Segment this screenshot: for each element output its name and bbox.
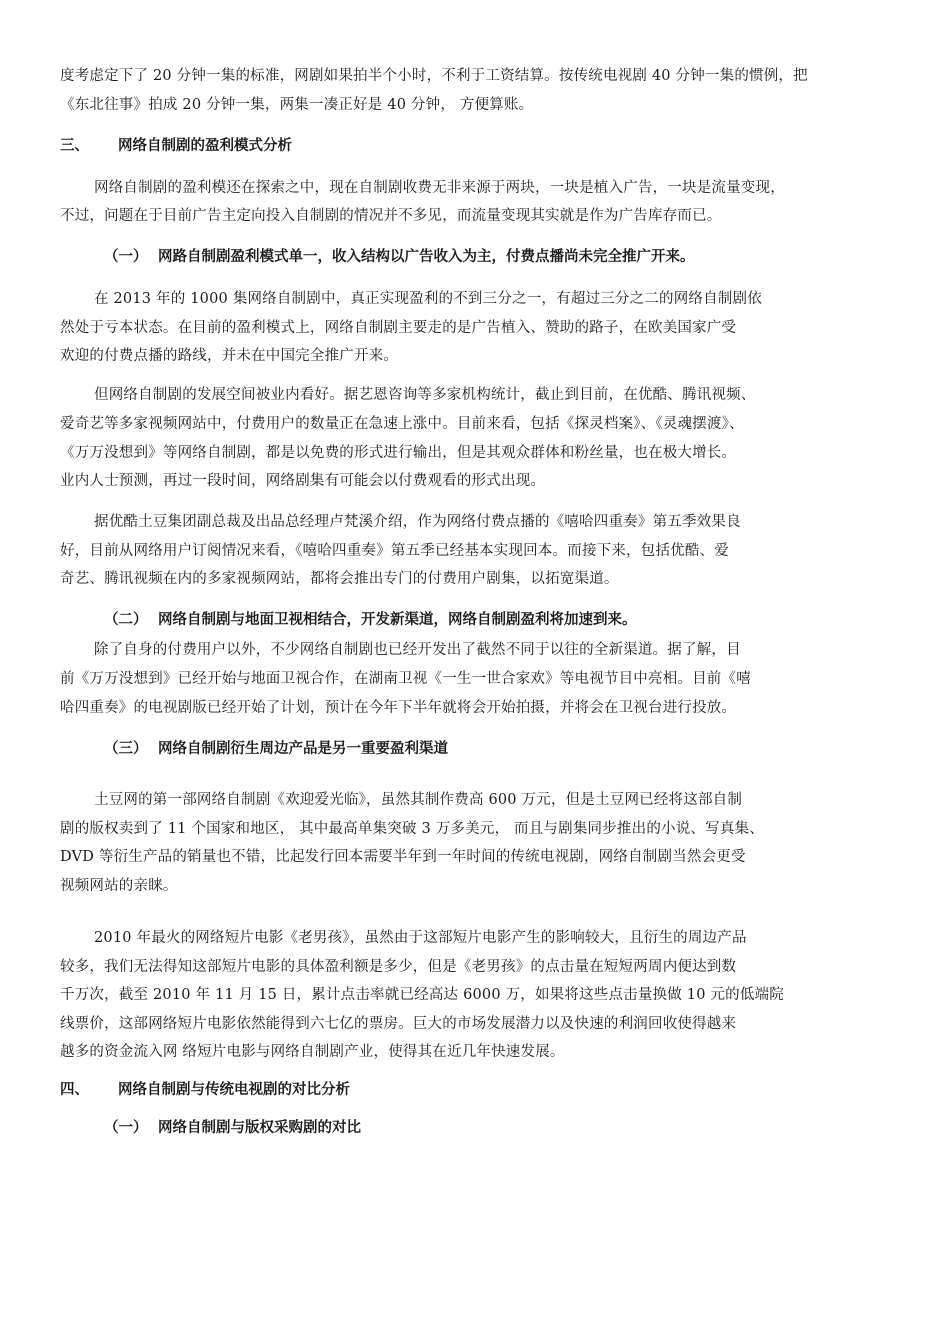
subsection-number: （二） bbox=[104, 612, 148, 628]
text-line: 越多的资金流入网 络短片电影与网络自制剧产业，使得其在近几年快速发展。 bbox=[60, 1044, 565, 1060]
subsection-heading bbox=[104, 1118, 361, 1138]
subsection-title: 网路自制剧盈利模式单一，收入结构以广告收入为主，付费点播尚未完全推广开来。 bbox=[158, 249, 695, 265]
text-line: 千万次，截至 2010 年 11 月 15 日，累计点击率就已经高达 6000 万，如果将这些点击量换做 10 元的低端院 bbox=[60, 987, 784, 1003]
subsection-number: （三） bbox=[104, 741, 148, 757]
text-line: 好，目前从网络用户订阅情况来看，《嘻哈四重奏》第五季已经基本实现回本。而接下来，包括优酷、爱 bbox=[60, 543, 729, 559]
text-line: 前《万万没想到》已经开始与地面卫视合作，在湖南卫视《一生一世合家欢》等电视节目中亮相。目前《嘻 bbox=[60, 671, 751, 687]
text-line: 但网络自制剧的发展空间被业内看好。据艺恩咨询等多家机构统计，截止到目前，在优酷、腾讯视频、 bbox=[94, 387, 756, 403]
text-line: 据优酷土豆集团副总裁及出品总经理卢梵溪介绍，作为网络付费点播的《嘻哈四重奏》第五季效果良 bbox=[94, 514, 741, 530]
section-heading bbox=[60, 136, 292, 156]
text-line: 业内人士预测，再过一段时间，网络剧集有可能会以付费观看的形式出现。 bbox=[60, 473, 546, 489]
subsection-title: 网络自制剧与地面卫视相结合，开发新渠道，网络自制剧盈利将加速到来。 bbox=[158, 612, 637, 628]
text-line: 哈四重奏》的电视剧版已经开始了计划，预计在今年下半年就将会开始拍摄，并将会在卫视台进行投放。 bbox=[60, 700, 737, 716]
subsection-heading bbox=[104, 739, 448, 759]
section-title: 网络自制剧与传统电视剧的对比分析 bbox=[118, 1082, 350, 1098]
section-number: 四、 bbox=[60, 1082, 89, 1098]
text-line: 《东北往事》拍成 20 分钟一集，两集一凑正好是 40 分钟， 方便算账。 bbox=[60, 97, 534, 113]
text-line: 在 2013 年的 1000 集网络自制剧中，真正实现盈利的不到三分之一，有超过三分之二的网络自制剧依 bbox=[94, 291, 762, 307]
text-line: 不过，问题在于目前广告主定向投入自制剧的情况并不多见，而流量变现其实就是作为广告库存而已。 bbox=[60, 208, 722, 224]
text-line: 爱奇艺等多家视频网站中，付费用户的数量正在急速上涨中。目前来看，包括《探灵档案》、《灵魂摆渡》、 bbox=[60, 416, 744, 432]
subsection-number: （一） bbox=[104, 249, 148, 265]
text-line: 度考虑定下了 20 分钟一集的标准，网剧如果拍半个小时，不利于工资结算。按传统电视剧 40 分钟一集的惯例，把 bbox=[60, 68, 808, 84]
text-line: 视频网站的亲睐。 bbox=[60, 878, 178, 894]
section-heading bbox=[60, 1080, 350, 1100]
text-line: DVD 等衍生产品的销量也不错，比起发行回本需要半年到一年时间的传统电视剧，网络自制剧当然会更受 bbox=[60, 849, 746, 865]
text-line: 剧的版权卖到了 11 个国家和地区， 其中最高单集突破 3 万多美元， 而且与剧集同步推出的小说、写真集、 bbox=[60, 821, 764, 837]
subsection-heading bbox=[104, 247, 695, 267]
subsection-number: （一） bbox=[104, 1120, 148, 1136]
text-line: 较多，我们无法得知这部短片电影的具体盈利额是多少，但是《老男孩》的点击量在短短两周内便达到数 bbox=[60, 959, 737, 975]
section-number: 三、 bbox=[60, 138, 89, 154]
text-line: 《万万没想到》等网络自制剧，都是以免费的形式进行输出，但是其观众群体和粉丝量，也在极大增长。 bbox=[60, 445, 737, 461]
section-title: 网络自制剧的盈利模式分析 bbox=[118, 138, 292, 154]
text-line: 网络自制剧的盈利模还在探索之中，现在自制剧收费无非来源于两块，一块是植入广告，一块是流量变现， bbox=[94, 180, 785, 196]
subsection-title: 网络自制剧衍生周边产品是另一重要盈利渠道 bbox=[158, 741, 448, 757]
text-line: 土豆网的第一部网络自制剧《欢迎爱光临》，虽然其制作费高 600 万元，但是土豆网已经将这部自制 bbox=[94, 792, 743, 808]
text-line: 然处于亏本状态。在目前的盈利模式上，网络自制剧主要走的是广告植入、赞助的路子，在欧美国家广受 bbox=[60, 320, 737, 336]
text-line: 线票价，这部网络短片电影依然能得到六七亿的票房。巨大的市场发展潜力以及快速的利润回收使得越来 bbox=[60, 1016, 737, 1032]
subsection-title: 网络自制剧与版权采购剧的对比 bbox=[158, 1120, 361, 1136]
text-line: 欢迎的付费点播的路线，并未在中国完全推广开来。 bbox=[60, 348, 399, 364]
text-line: 2010 年最火的网络短片电影《老男孩》，虽然由于这部短片电影产生的影响较大，且衍生的周边产品 bbox=[94, 930, 747, 946]
text-line: 除了自身的付费用户以外，不少网络自制剧也已经开发出了截然不同于以往的全新渠道。据了解，目 bbox=[94, 642, 741, 658]
subsection-heading bbox=[104, 610, 637, 630]
text-line: 奇艺、腾讯视频在内的多家视频网站，都将会推出专门的付费用户剧集，以拓宽渠道。 bbox=[60, 571, 619, 587]
